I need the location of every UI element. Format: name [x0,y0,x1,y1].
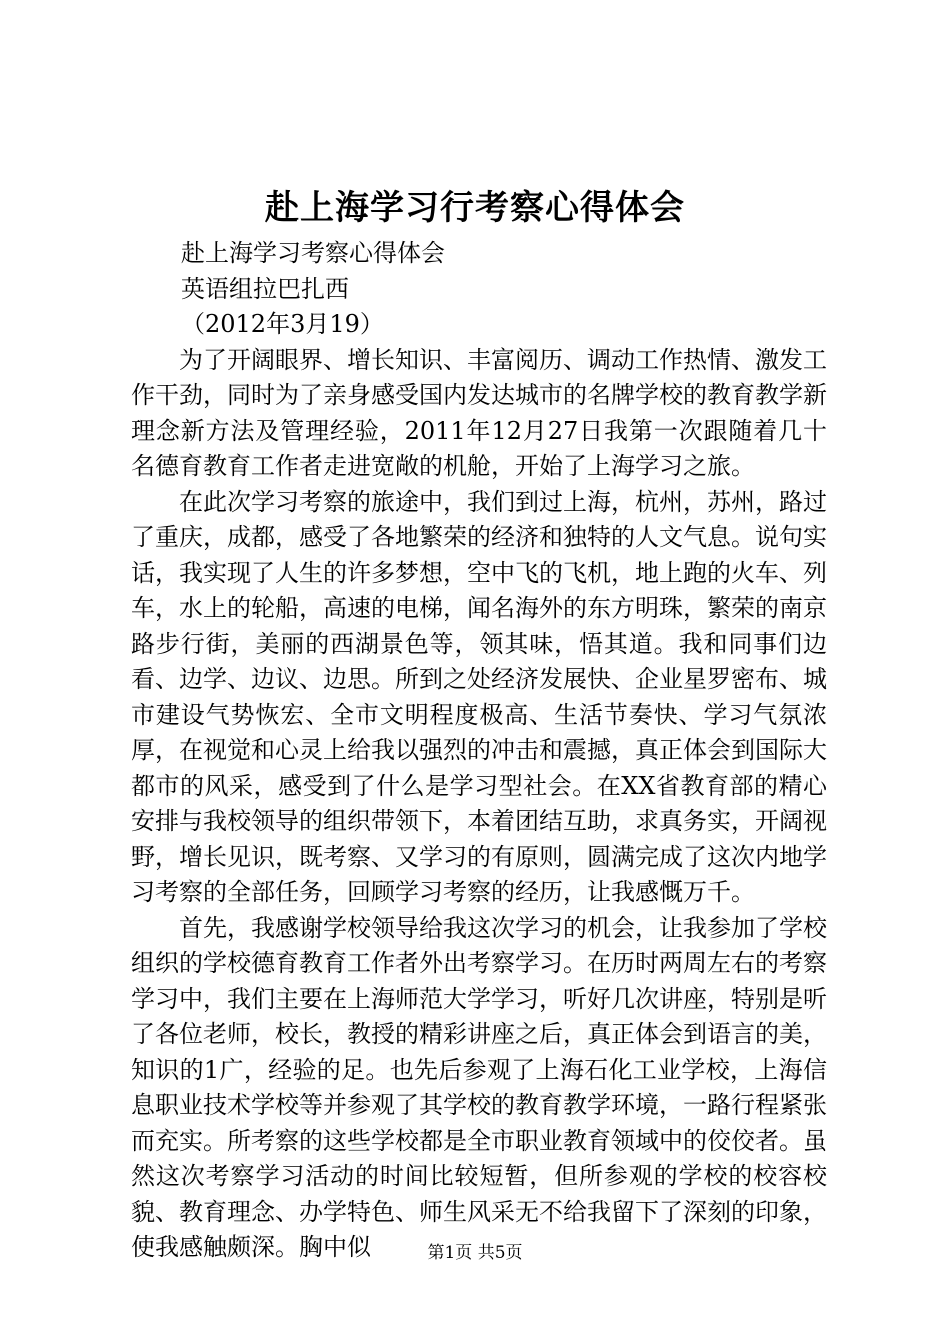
document-body [131,236,827,1266]
document-date: （2012年3月19） [181,310,384,338]
document-title: 赴上海学习行考察心得体会 [265,188,685,228]
paragraph-3: 首先，我感谢学校领导给我这次学习的机会，让我参加了学校组织的学校德育教育工作者外出考察学习。在历时两周左右的考察学习中，我们主要在上海师范大学学习，听好几次讲座，特别是听了各位老师，校长，教授的精彩讲座之后，真正体会到语言的美，知识的1广，经验的足。也先后参观了上海石化工业学校，上海信息职业技术学校等并参观了其学校的教育教学环境，一路行程紧张而充实。所考察的这些学校都是全市职业教育领域中的佼佼者。虽然这次考察学习活动的时间比较短暂，但所参观的学校的校容校貌、教育理念、办学特色、师生风采无不给我留下了深刻的印象，使我感触颇深。胸中似 [131,913,827,1261]
paragraph-2: 在此次学习考察的旅途中，我们到过上海，杭州，苏州，路过了重庆，成都，感受了各地繁荣的经济和独特的人文气息。说句实话，我实现了人生的许多梦想，空中飞的飞机，地上跑的火车、列车，水上的轮船，高速的电梯，闻名海外的东方明珠，繁荣的南京路步行街，美丽的西湖景色等，领其味，悟其道。我和同事们边看、边学、边议、边思。所到之处经济发展快、企业星罗密布、城市建设气势恢宏、全市文明程度极高、生活节奏快、学习气氛浓厚，在视觉和心灵上给我以强烈的冲击和震撼，真正体会到国际大都市的风采，感受到了什么是学习型社会。在XX省教育部的精心安排与我校领导的组织带领下，本着团结互助，求真务实，开阔视野，增长见识，既考察、又学习的有原则，圆满完成了这次内地学习考察的全部任务，回顾学习考察的经历，让我感慨万千。 [131,487,827,906]
page-number-footer: 第1页 共5页 [427,1243,523,1263]
document-subtitle: 赴上海学习考察心得体会 [181,239,445,267]
paragraph-1: 为了开阔眼界、增长知识、丰富阅历、调动工作热情、激发工作干劲，同时为了亲身感受国内发达城市的名牌学校的教育教学新理念新方法及管理经验，2011年12月27日我第一次跟随着几十名德育教育工作者走进宽敞的机舱，开始了上海学习之旅。 [131,345,827,480]
document-author: 英语组拉巴扎西 [181,274,349,303]
